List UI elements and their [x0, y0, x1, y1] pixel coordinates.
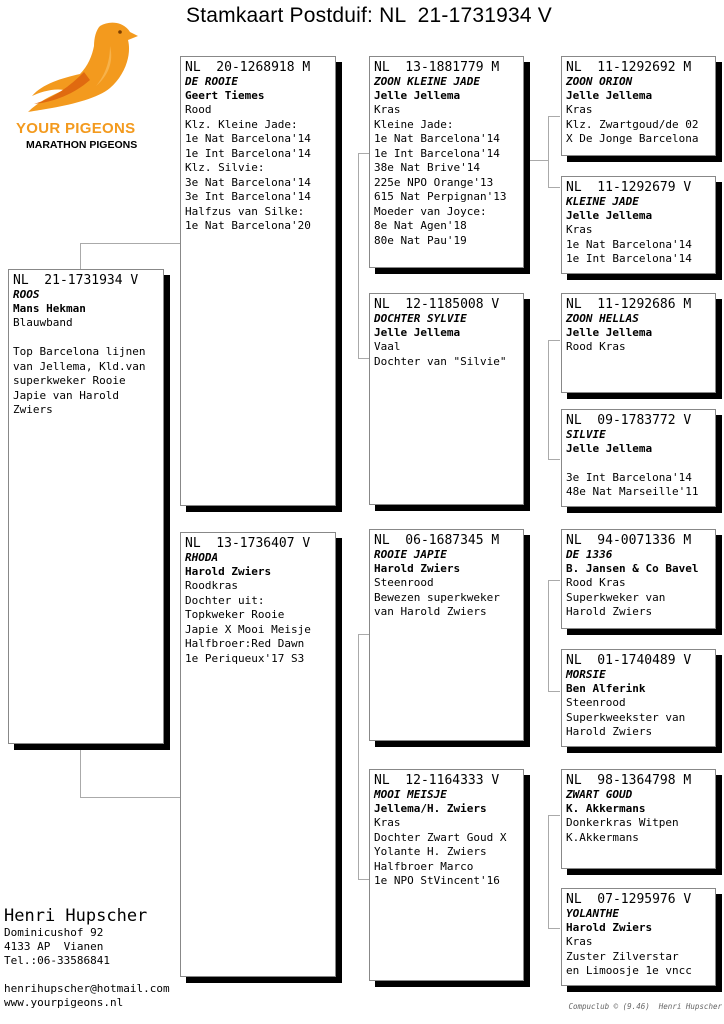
connector-line	[548, 459, 560, 460]
pigeon-name: DE ROOIE	[185, 75, 238, 88]
connector-line	[548, 691, 560, 692]
info-line: 3e Int Barcelona'14	[185, 190, 311, 203]
info-line: 3e Int Barcelona'14	[566, 470, 692, 484]
ring-number: NL 12-1164333 V	[374, 773, 500, 788]
info-line: 1e Nat Barcelona'14	[374, 132, 500, 145]
info-line: Kras	[374, 816, 401, 829]
connector-line	[548, 928, 560, 929]
page-title: Stamkaart Postduif: NL 21-1731934 V	[186, 4, 552, 27]
info-line: 1e Periqueux'17 S3	[185, 651, 305, 665]
pigeon-card-ggm-3[interactable]	[561, 649, 716, 747]
owner-name: Jelle Jellema	[374, 89, 461, 102]
connector-line	[530, 160, 548, 161]
info-line: Halfzus van Silke:	[185, 204, 305, 218]
info-line	[566, 456, 711, 471]
info-line: Zuster Zilverstar	[566, 949, 679, 963]
pigeon-card-ggm-2[interactable]	[561, 409, 716, 507]
pigeon-card-ggf-2[interactable]	[561, 293, 716, 393]
info-line: 225e NPO Orange'13	[374, 175, 494, 189]
connector-line	[548, 340, 560, 341]
info-line: Superkweekster van	[566, 710, 686, 724]
info-line: Kleine Jade:	[374, 117, 454, 131]
info-line: Dochter Zwart Goud X	[374, 830, 507, 844]
info-line: Steenrood	[566, 696, 626, 709]
ring-number: NL 11-1292686 M	[566, 297, 692, 312]
info-line: 8e Nat Agen'18	[374, 219, 467, 232]
info-line: Klz. Kleine Jade:	[185, 117, 298, 131]
pigeon-name: ZWART GOUD	[566, 788, 633, 801]
info-line: 48e Nat Marseille'11	[566, 485, 699, 498]
connector-line	[548, 340, 549, 460]
owner-name: Harold Zwiers	[566, 921, 653, 934]
pigeon-name: DE 1336	[566, 548, 613, 561]
info-line: superkweker Rooie	[13, 374, 126, 387]
info-line: 615 Nat Perpignan'13	[374, 190, 507, 203]
breeder-address: Dominicushof 92	[4, 926, 104, 939]
info-line: Top Barcelona lijnen	[13, 345, 146, 358]
pigeon-name: SILVIE	[566, 428, 606, 441]
pigeon-card-father[interactable]	[180, 56, 336, 506]
info-line: Kras	[566, 103, 593, 116]
pigeon-card-grandmother-paternal[interactable]	[369, 293, 524, 505]
owner-name: Jelle Jellema	[566, 442, 653, 455]
info-line: Rood	[185, 103, 212, 116]
info-line: X De Jonge Barcelona	[566, 132, 699, 145]
breeder-spacer	[4, 968, 170, 982]
pigeon-name: ZOON HELLAS	[566, 312, 639, 325]
info-line: Donkerkras Witpen	[566, 816, 679, 829]
connector-line	[548, 580, 549, 692]
owner-name: Harold Zwiers	[374, 562, 461, 575]
info-line: van Harold Zwiers	[374, 605, 487, 618]
ring-number: NL 11-1292679 V	[566, 180, 692, 195]
owner-name: K. Akkermans	[566, 802, 646, 815]
info-line: Roodkras	[185, 579, 238, 592]
pigeon-card-main[interactable]	[8, 269, 164, 744]
connector-line	[548, 116, 560, 117]
connector-line	[548, 815, 549, 929]
pigeon-card-ggm-1[interactable]	[561, 176, 716, 274]
info-line: Kras	[374, 103, 401, 116]
info-line: en Limoosje 1e vncc	[566, 964, 692, 977]
ring-number: NL 07-1295976 V	[566, 892, 692, 907]
connector-line	[80, 797, 180, 798]
ring-number: NL 94-0071336 M	[566, 533, 692, 548]
ring-number: NL 21-1731934 V	[13, 273, 139, 288]
info-line: 1e Nat Barcelona'14	[566, 237, 692, 251]
info-line: Halfbroer Marco	[374, 859, 474, 873]
connector-line	[548, 187, 560, 188]
info-line: Yolante H. Zwiers	[374, 845, 487, 858]
info-line: Harold Zwiers	[566, 725, 653, 738]
ring-number: NL 20-1268918 M	[185, 60, 311, 75]
info-line: Rood Kras	[566, 576, 626, 589]
owner-name: Mans Hekman	[13, 302, 86, 315]
owner-name: Harold Zwiers	[185, 565, 272, 578]
ring-number: NL 09-1783772 V	[566, 413, 692, 428]
info-line: van Jellema, Kld.van	[13, 359, 146, 373]
info-line: 1e Int Barcelona'14	[566, 252, 692, 265]
connector-line	[548, 116, 549, 188]
info-line: Klz. Silvie:	[185, 161, 265, 174]
info-line: 80e Nat Pau'19	[374, 233, 467, 247]
info-line	[13, 331, 159, 346]
owner-name: Jelle Jellema	[566, 326, 653, 339]
pigeon-card-mother[interactable]	[180, 532, 336, 977]
info-line: Steenrood	[374, 576, 434, 589]
info-line: Superkweker van	[566, 590, 666, 604]
ring-number: NL 13-1736407 V	[185, 536, 311, 551]
logo-subtitle: MARATHON PIGEONS	[26, 139, 138, 151]
owner-name: Ben Alferink	[566, 682, 646, 695]
info-line: Bewezen superkweker	[374, 590, 500, 604]
connector-line	[80, 243, 180, 244]
pigeon-name: RHODA	[185, 551, 219, 564]
pigeon-name: ZOON ORION	[566, 75, 633, 88]
info-line: Topkweker Rooie	[185, 608, 285, 621]
owner-name: Jellema/H. Zwiers	[374, 802, 487, 815]
info-line: Halfbroer:Red Dawn	[185, 637, 305, 650]
logo-title: YOUR PIGEONS	[16, 120, 136, 137]
breeder-info	[4, 906, 170, 1010]
info-line: Dochter van "Silvie"	[374, 354, 507, 368]
connector-line	[548, 815, 560, 816]
pigeon-card-ggf-4[interactable]	[561, 769, 716, 869]
ring-number: NL 11-1292692 M	[566, 60, 692, 75]
pigeon-name: DOCHTER SYLVIE	[374, 312, 467, 325]
info-line: Moeder van Joyce:	[374, 204, 487, 218]
ring-number: NL 98-1364798 M	[566, 773, 692, 788]
info-line: Zwiers	[13, 403, 53, 416]
info-line: Dochter uit:	[185, 593, 265, 607]
breeder-phone: Tel.:06-33586841	[4, 954, 110, 967]
pigeon-name: YOLANTHE	[566, 907, 619, 920]
info-line: Klz. Zwartgoud/de 02	[566, 117, 699, 131]
pigeon-name: ZOON KLEINE JADE	[374, 75, 480, 88]
pigeon-card-ggm-4[interactable]	[561, 888, 716, 986]
pigeon-card-grandfather-paternal[interactable]	[369, 56, 524, 268]
info-line: 1e Int Barcelona'14	[185, 146, 311, 160]
info-line: 38e Nat Brive'14	[374, 161, 480, 174]
pigeon-card-grandmother-maternal[interactable]	[369, 769, 524, 981]
info-line: 3e Nat Barcelona'14	[185, 175, 311, 189]
owner-name: Jelle Jellema	[566, 209, 653, 222]
info-line: Blauwband	[13, 316, 73, 329]
owner-name: Geert Tiemes	[185, 89, 265, 102]
info-line: Japie van Harold	[13, 388, 119, 402]
pigeon-name: ROOIE JAPIE	[374, 548, 447, 561]
pigeon-name: KLEINE JADE	[566, 195, 639, 208]
pigeon-card-ggf-1[interactable]	[561, 56, 716, 156]
pigeon-name: ROOS	[13, 288, 40, 301]
owner-name: B. Jansen & Co Bavel	[566, 562, 699, 575]
breeder-city: 4133 AP Vianen	[4, 940, 104, 953]
ring-number: NL 06-1687345 M	[374, 533, 500, 548]
info-line: 1e NPO StVincent'16	[374, 874, 500, 887]
pigeon-name: MORSIE	[566, 668, 606, 681]
info-line: 1e Int Barcelona'14	[374, 146, 500, 160]
pigeon-name: MOOI MEISJE	[374, 788, 447, 801]
breeder-name: Henri Hupscher	[4, 906, 148, 926]
info-line: 1e Nat Barcelona'20	[185, 219, 311, 232]
info-line: Kras	[566, 935, 593, 948]
info-line: 1e Nat Barcelona'14	[185, 132, 311, 145]
info-line: Vaal	[374, 340, 401, 353]
breeder-website[interactable]: www.yourpigeons.nl	[4, 996, 124, 1009]
info-line: Harold Zwiers	[566, 605, 653, 618]
info-line: Rood Kras	[566, 340, 626, 353]
pigeon-card-grandfather-maternal[interactable]	[369, 529, 524, 741]
connector-line	[358, 634, 359, 880]
footer-credit: Compuclub © (9.46) Henri Hupscher	[568, 1002, 722, 1011]
breeder-email[interactable]: henrihupscher@hotmail.com	[4, 982, 170, 995]
connector-line	[548, 580, 560, 581]
ring-number: NL 13-1881779 M	[374, 60, 500, 75]
info-line: K.Akkermans	[566, 830, 639, 844]
info-line: Kras	[566, 223, 593, 236]
owner-name: Jelle Jellema	[374, 326, 461, 339]
owner-name: Jelle Jellema	[566, 89, 653, 102]
connector-line	[358, 153, 359, 359]
ring-number: NL 01-1740489 V	[566, 653, 692, 668]
ring-number: NL 12-1185008 V	[374, 297, 500, 312]
pigeon-card-ggf-3[interactable]	[561, 529, 716, 629]
info-line: Japie X Mooi Meisje	[185, 622, 311, 636]
